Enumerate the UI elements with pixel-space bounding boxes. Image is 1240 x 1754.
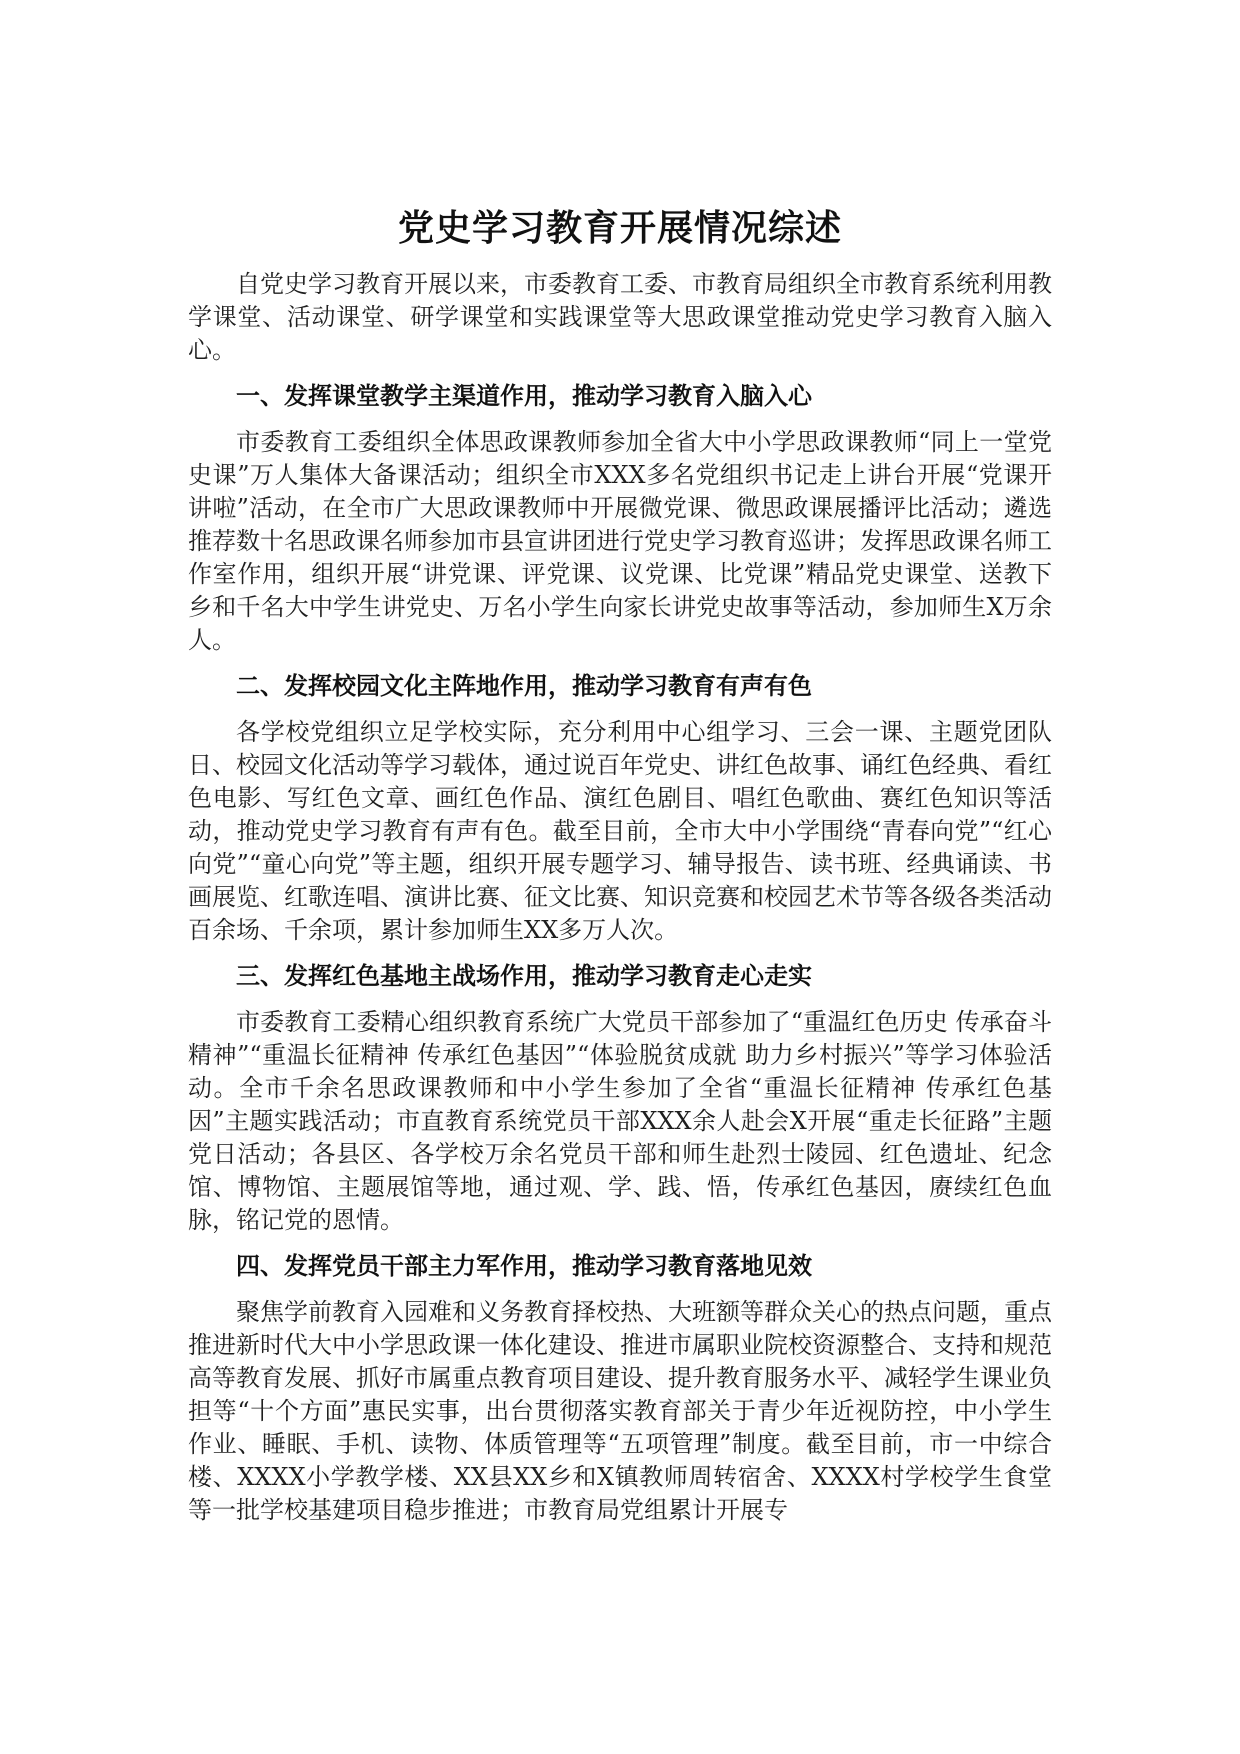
- section-4-heading: 四、发挥党员干部主力军作用，推动学习教育落地见效: [236, 1252, 812, 1280]
- section-4-paragraph: 聚焦学前教育入园难和义务教育择校热、大班额等群众关心的热点问题，重点推进新时代大中小学思政课一体化建设、推进市属职业院校资源整合、支持和规范高等教育发展、抓好市属重点教育项目建设、提升教育服务水平、减轻学生课业负担等“十个方面”惠民实事，出台贯彻落实教育部关于青少年近视防控，中小学生作业、睡眠、手机、读物、体质管理等“五项管理”制度。截至目前，市一中综合楼、XXXX小学教学楼、XX县XX乡和X镇教师周转宿舍、XXXX村学校学生食堂等一批学校基建项目稳步推进；市教育局党组累计开展专: [188, 1298, 1052, 1524]
- section-3-heading: 三、发挥红色基地主战场作用，推动学习教育走心走实: [236, 962, 812, 990]
- section-2-heading: 二、发挥校园文化主阵地作用，推动学习教育有声有色: [236, 672, 812, 700]
- section-1-heading: 一、发挥课堂教学主渠道作用，推动学习教育入脑入心: [236, 382, 812, 410]
- document-body: [188, 268, 1052, 1540]
- section-1-paragraph: 市委教育工委组织全体思政课教师参加全省大中小学思政课教师“同上一堂党史课”万人集体大备课活动；组织全市XXX多名党组织书记走上讲台开展“党课开讲啦”活动，在全市广大思政课教师中开展微党课、微思政课展播评比活动；遴选推荐数十名思政课名师参加市县宣讲团进行党史学习教育巡讲；发挥思政课名师工作室作用，组织开展“讲党课、评党课、议党课、比党课”精品党史课堂、送教下乡和千名大中学生讲党史、万名小学生向家长讲党史故事等活动，参加师生X万余人。: [188, 428, 1052, 654]
- intro-paragraph: 自党史学习教育开展以来，市委教育工委、市教育局组织全市教育系统利用教学课堂、活动课堂、研学课堂和实践课堂等大思政课堂推动党史学习教育入脑入心。: [188, 270, 1052, 364]
- document-title: 党史学习教育开展情况综述: [397, 208, 842, 249]
- section-3-paragraph: 市委教育工委精心组织教育系统广大党员干部参加了“重温红色历史 传承奋斗精神”“重温长征精神 传承红色基因”“体验脱贫成就 助力乡村振兴”等学习体验活动。全市千余名思政课教师和中小学生参加了全省“重温长征精神 传承红色基因”主题实践活动；市直教育系统党员干部XXX余人赴会X开展“重走长征路”主题党日活动；各县区、各学校万余名党员干部和师生赴烈士陵园、红色遗址、纪念馆、博物馆、主题展馆等地，通过观、学、践、悟，传承红色基因，赓续红色血脉，铭记党的恩情。: [188, 1008, 1052, 1234]
- section-2-paragraph: 各学校党组织立足学校实际，充分利用中心组学习、三会一课、主题党团队日、校园文化活动等学习载体，通过说百年党史、讲红色故事、诵红色经典、看红色电影、写红色文章、画红色作品、演红色剧目、唱红色歌曲、赛红色知识等活动，推动党史学习教育有声有色。截至目前，全市大中小学围绕“青春向党”“红心向党”“童心向党”等主题，组织开展专题学习、辅导报告、读书班、经典诵读、书画展览、红歌连唱、演讲比赛、征文比赛、知识竞赛和校园艺术节等各级各类活动百余场、千余项，累计参加师生XX多万人次。: [188, 718, 1052, 944]
